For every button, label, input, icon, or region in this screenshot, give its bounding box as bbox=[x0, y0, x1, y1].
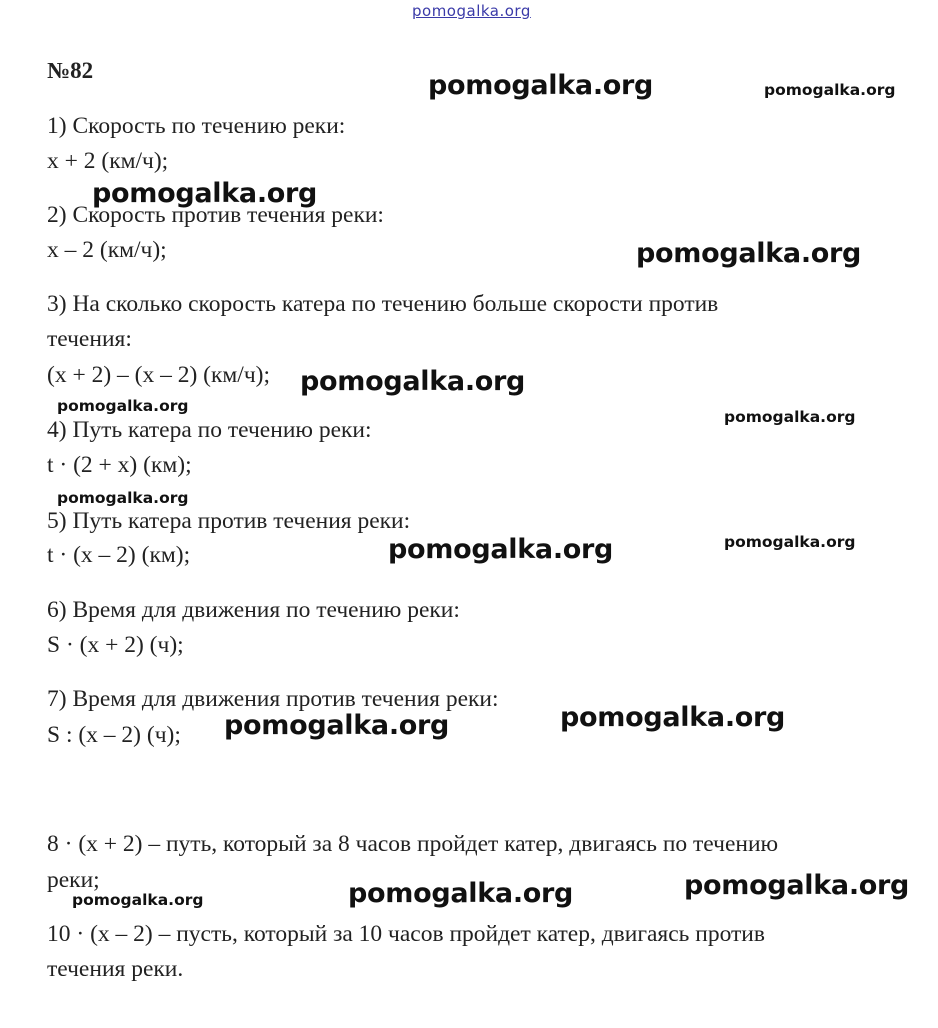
watermark: pomogalka.org bbox=[57, 489, 189, 507]
text-line: 3) На сколько скорость катера по течению больше скорости против bbox=[47, 291, 719, 317]
text-line: S · (x + 2) (ч); bbox=[47, 632, 184, 658]
text-line: 10 · (x – 2) – пусть, который за 10 часов пройдет катер, двигаясь против bbox=[47, 921, 765, 947]
watermark: pomogalka.org bbox=[764, 81, 896, 99]
watermark: pomogalka.org bbox=[428, 70, 654, 101]
watermark: pomogalka.org bbox=[724, 533, 856, 551]
text-line: S : (x – 2) (ч); bbox=[47, 722, 181, 748]
watermark: pomogalka.org bbox=[724, 408, 856, 426]
text-line: течения: bbox=[47, 326, 132, 352]
watermark: pomogalka.org bbox=[388, 534, 614, 565]
watermark: pomogalka.org bbox=[224, 710, 450, 741]
text-line: 1) Скорость по течению реки: bbox=[47, 113, 346, 139]
text-line: 8 · (x + 2) – путь, который за 8 часов пройдет катер, двигаясь по течению bbox=[47, 831, 779, 857]
text-line: 2) Скорость против течения реки: bbox=[47, 202, 384, 228]
watermark: pomogalka.org bbox=[636, 238, 862, 269]
watermark: pomogalka.org bbox=[560, 702, 786, 733]
text-line: 4) Путь катера по течению реки: bbox=[47, 417, 372, 443]
text-line: 6) Время для движения по течению реки: bbox=[47, 597, 460, 623]
text-line: x + 2 (км/ч); bbox=[47, 148, 169, 174]
text-line: 5) Путь катера против течения реки: bbox=[47, 508, 411, 534]
watermark: pomogalka.org bbox=[300, 366, 526, 397]
problem-number: №82 bbox=[47, 58, 94, 83]
watermark: pomogalka.org bbox=[684, 870, 910, 901]
watermark: pomogalka.org bbox=[92, 178, 318, 209]
text-line: t · (2 + x) (км); bbox=[47, 452, 192, 478]
text-line: течения реки. bbox=[47, 956, 184, 982]
watermark: pomogalka.org bbox=[57, 397, 189, 415]
watermark: pomogalka.org bbox=[348, 878, 574, 909]
text-line: реки; bbox=[47, 867, 100, 893]
watermark: pomogalka.org bbox=[72, 891, 204, 909]
text-line: x – 2 (км/ч); bbox=[47, 237, 167, 263]
text-line: t · (x – 2) (км); bbox=[47, 542, 191, 568]
text-line: 7) Время для движения против течения реки: bbox=[47, 686, 499, 712]
site-link[interactable]: pomogalka.org bbox=[412, 2, 531, 20]
text-line: (x + 2) – (x – 2) (км/ч); bbox=[47, 362, 270, 388]
